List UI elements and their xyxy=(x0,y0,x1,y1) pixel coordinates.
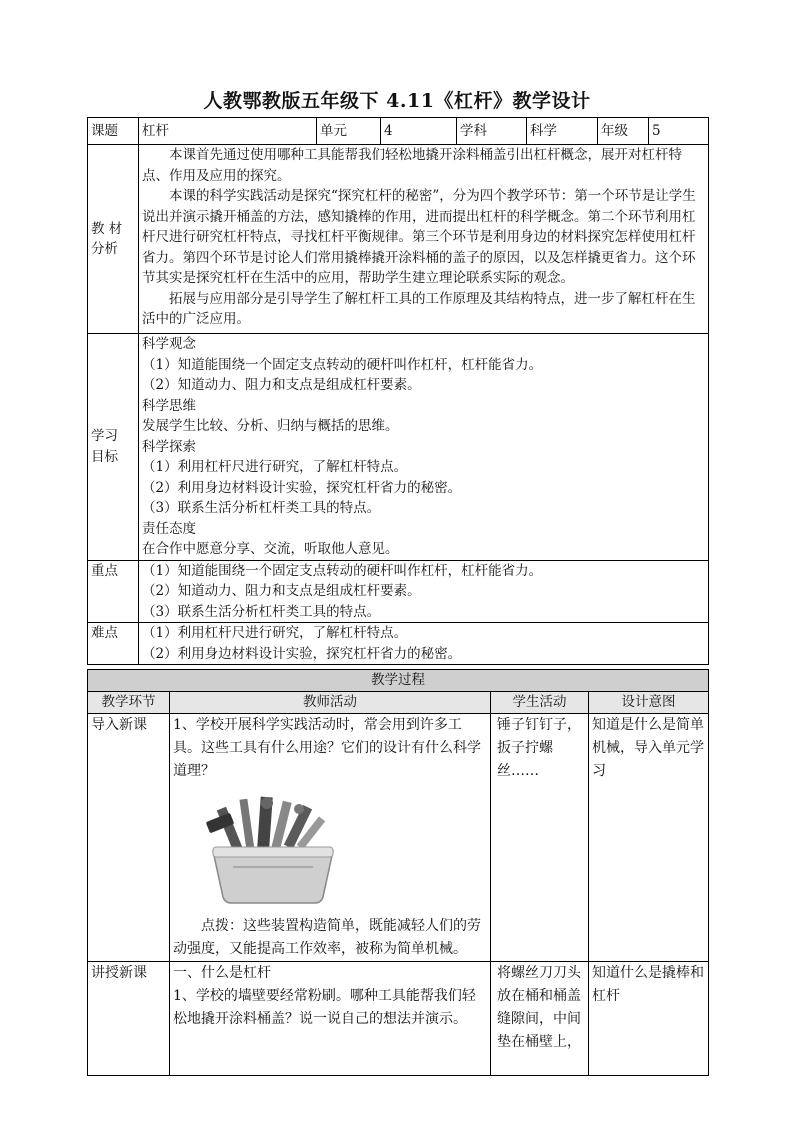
key-point-line: （3）联系生活分析杠杆类工具的特点。 xyxy=(142,603,381,620)
goal-line: （1）知道能围绕一个固定支点转动的硬杆叫作杠杆，杠杆能省力。 xyxy=(142,356,543,373)
goal-line: 科学思维 xyxy=(142,397,196,414)
table-row xyxy=(88,713,709,961)
intent-cell: 知道是什么是简单机械，导入单元学习 xyxy=(589,713,709,961)
page-title: 人教鄂教版五年级下 4.11《杠杆》教学设计 xyxy=(203,90,591,112)
analysis-content xyxy=(139,145,709,334)
key-point-line: （2）知道动力、阻力和支点是组成杠杆要素。 xyxy=(142,583,421,599)
teacher-cell xyxy=(170,713,491,961)
grade-label: 年级 xyxy=(598,118,649,145)
process-section-title: 教学过程 xyxy=(88,670,709,692)
key-points-label: 重点 xyxy=(88,560,139,623)
unit-value: 4 xyxy=(381,118,457,145)
analysis-label: 教 材 分析 xyxy=(88,145,139,334)
goal-line: （3）联系生活分析杠杆类工具的特点。 xyxy=(142,500,381,516)
teacher-note: 点拨：这些装置构造简单，既能减轻人们的劳动强度，又能提高工作效率，被称为简单机械。 xyxy=(173,917,481,957)
analysis-paragraph: 本课的科学实践活动是探究“探究杠杆的秘密”，分为四个教学环节：第一个环节是让学生说出并演示撬开桶盖的方法，感知撬棒的作用，进而提出杠杆的科学概念。第二个环节利用杠杆尺进行研究杠杆特点，寻找杠杆平衡规律。第三个环节是利用身边的材料探究怎样使用杠杆省力。第四个环节是讨论人们常用撬棒撬开涂料桶的盖子的原因，以及怎样撬更省力。这个环节其实是探究杠杆在生活中的应用，帮助学生建立理论联系实际的观念。 xyxy=(142,188,696,286)
subject-label: 学科 xyxy=(457,118,527,145)
goal-line: 责任态度 xyxy=(142,520,196,537)
stage-cell: 讲授新课 xyxy=(88,961,170,1075)
goal-line: （1）利用杠杆尺进行研究，了解杠杆特点。 xyxy=(142,459,408,475)
teacher-heading: 一、什么是杠杆 xyxy=(173,964,271,981)
process-table xyxy=(87,669,709,1076)
course-value: 杠杆 xyxy=(139,118,317,145)
analysis-paragraph: 拓展与应用部分是引导学生了解杠杆工具的工作原理及其结构特点，进一步了解杠杆在生活中的广泛应用。 xyxy=(142,290,696,327)
header-row xyxy=(88,118,709,145)
student-cell: 将螺丝刀刀头放在桶和桶盖缝隙间，中间垫在桶壁上， xyxy=(491,961,589,1075)
student-cell: 锤子钉钉子，扳子拧螺丝…… xyxy=(491,713,589,961)
column-header: 教师活动 xyxy=(170,692,491,714)
key-point-line: （1）知道能围绕一个固定支点转动的硬杆叫作杠杆，杠杆能省力。 xyxy=(142,562,543,579)
difficulties-row xyxy=(88,623,709,665)
key-points-row xyxy=(88,560,709,623)
teacher-text: 1、学校开展科学实践活动时，常会用到许多工具。这些工具有什么用途？它们的设计有什么科学道理？ xyxy=(173,716,481,779)
process-header-row xyxy=(88,692,709,714)
lesson-info-table xyxy=(87,117,709,665)
process-section-row xyxy=(88,670,709,692)
teacher-cell xyxy=(170,961,491,1075)
goals-row xyxy=(88,334,709,561)
goals-label: 学习 目标 xyxy=(88,334,139,561)
goals-content xyxy=(139,334,709,561)
goal-line: （2）知道动力、阻力和支点是组成杠杆要素。 xyxy=(142,377,421,393)
teacher-text: 1、学校的墙壁要经常粉刷。哪种工具能帮我们轻松地撬开涂料桶盖？说一说自己的想法并演示。 xyxy=(173,987,476,1027)
difficulty-line: （1）利用杠杆尺进行研究，了解杠杆特点。 xyxy=(142,625,408,641)
difficulty-line: （2）利用身边材料设计实验，探究杠杆省力的秘密。 xyxy=(142,645,462,662)
column-header: 设计意图 xyxy=(589,692,709,714)
table-row xyxy=(88,961,709,1075)
analysis-paragraph: 本课首先通过使用哪种工具能帮我们轻松地撬开涂料桶盖引出杠杆概念，展开对杠杆特点、作用及应用的探究。 xyxy=(142,147,682,184)
analysis-row xyxy=(88,145,709,334)
column-header: 学生活动 xyxy=(491,692,589,714)
key-points-content xyxy=(139,560,709,623)
stage-cell: 导入新课 xyxy=(88,713,170,961)
goal-line: 科学观念 xyxy=(142,336,196,352)
grade-value: 5 xyxy=(649,118,709,145)
intent-cell: 知道什么是撬棒和杠杆 xyxy=(589,961,709,1075)
column-header: 教学环节 xyxy=(88,692,170,714)
goal-line: （2）利用身边材料设计实验，探究杠杆省力的秘密。 xyxy=(142,479,462,496)
difficulties-label: 难点 xyxy=(88,623,139,665)
goal-line: 在合作中愿意分享、交流，听取他人意见。 xyxy=(142,541,399,557)
goal-line: 发展学生比较、分析、归纳与概括的思维。 xyxy=(142,418,399,434)
goal-line: 科学探索 xyxy=(142,438,196,455)
unit-label: 单元 xyxy=(317,118,381,145)
difficulties-content xyxy=(139,623,709,665)
subject-value: 科学 xyxy=(527,118,598,145)
toolbox-image xyxy=(203,793,343,909)
course-label: 课题 xyxy=(88,118,139,145)
